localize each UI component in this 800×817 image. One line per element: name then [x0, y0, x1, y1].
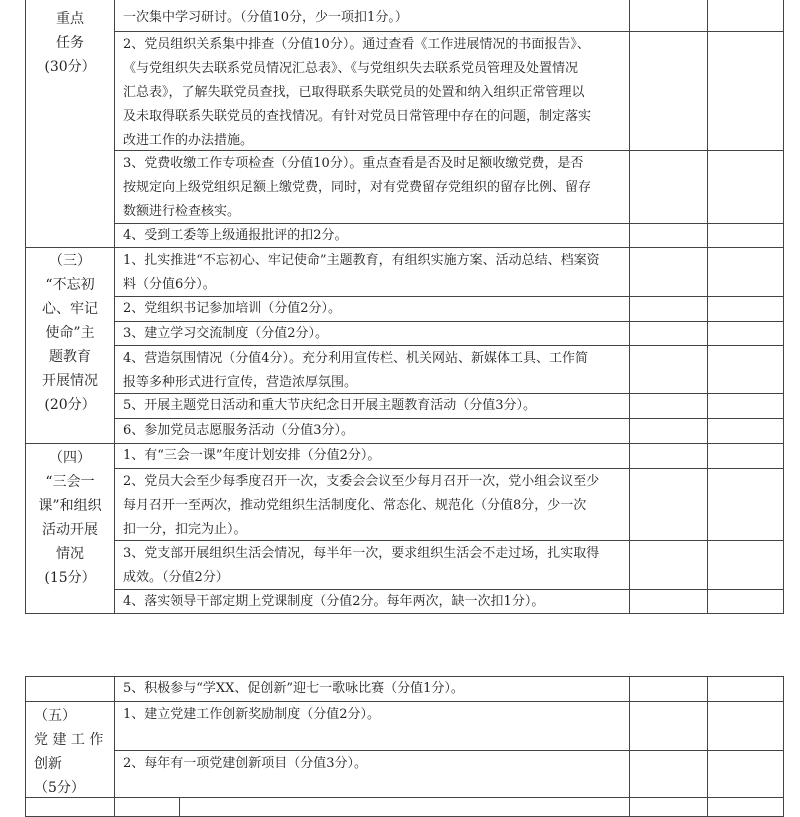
score-cell[interactable] — [629, 750, 708, 798]
score-cell[interactable] — [629, 247, 708, 297]
item-line: 2、党组织书记参加培训（分值2分）。 — [123, 301, 342, 316]
item-cell — [114, 418, 630, 444]
category-line: 活动开展 — [42, 522, 98, 538]
score-cell[interactable] — [629, 676, 708, 702]
item-cell — [114, 296, 630, 322]
item-line: 料（分值6分）。 — [123, 277, 216, 292]
score-cell[interactable] — [707, 247, 784, 297]
category-line: 开展情况 — [42, 373, 98, 389]
item-line: 3、建立学习交流制度（分值2分）。 — [123, 326, 329, 341]
item-cell — [114, 345, 630, 394]
category-line: (30分） — [44, 59, 96, 75]
score-cell[interactable] — [707, 418, 784, 444]
score-cell[interactable] — [629, 443, 708, 469]
category-line: 课”和组织 — [38, 498, 102, 514]
score-cell[interactable] — [707, 150, 784, 224]
category-cell-partial — [25, 797, 115, 817]
item-cell — [114, 150, 630, 224]
score-cell[interactable] — [629, 393, 708, 419]
category-cell-section5 — [25, 701, 115, 798]
item-line: 2、每年有一项党建创新项目（分值3分）。 — [123, 756, 368, 771]
score-cell[interactable] — [707, 540, 784, 590]
score-cell[interactable] — [707, 443, 784, 469]
category-line: 创新 — [34, 756, 62, 772]
item-line: 成效。（分值2分） — [123, 570, 229, 585]
category-line: 题教育 — [49, 349, 91, 365]
item-cell — [114, 31, 630, 151]
score-cell[interactable] — [707, 0, 784, 32]
category-line: （三） — [49, 253, 91, 269]
item-line: 改进工作的办法措施。 — [123, 133, 254, 148]
category-line: 党 建 工 作 — [34, 732, 104, 748]
item-line: 4、落实领导干部定期上党课制度（分值2分。每年两次，缺一次扣1分）。 — [123, 594, 545, 609]
item-line: 1、扎实推进“不忘初心、牢记使命”主题教育，有组织实施方案、活动总结、档案资 — [123, 253, 600, 268]
item-line: 5、开展主题党日活动和重大节庆纪念日开展主题教育活动（分值3分）。 — [123, 398, 537, 413]
item-cell — [114, 321, 630, 346]
score-cell[interactable] — [707, 797, 784, 817]
item-line: 汇总表》，了解失联党员查找，已取得联系失联党员的处置和纳入组织正常管理以 — [123, 85, 585, 100]
item-line: 2、党员组织关系集中排查（分值10分）。通过查看《工作进展情况的书面报告》、 — [123, 37, 590, 52]
score-cell[interactable] — [707, 31, 784, 151]
category-line: (15分） — [44, 570, 96, 586]
item-cell — [114, 247, 630, 297]
score-cell[interactable] — [707, 701, 784, 751]
score-cell[interactable] — [629, 797, 708, 817]
item-cell — [114, 393, 630, 419]
category-line: 任务 — [56, 35, 84, 51]
item-line: 《与党组织失去联系党员情况汇总表》、《与党组织失去联系党员管理及处置情况 — [123, 61, 579, 76]
item-line: 数额进行检查核实。 — [123, 204, 241, 219]
item-line: 4、营造氛围情况（分值4分）。充分利用宣传栏、机关网站、新媒体工具、工作简 — [123, 351, 589, 366]
item-cell-partial — [179, 797, 630, 817]
item-line: 扣一分，扣完为止）。 — [123, 522, 247, 537]
category-cell-section2 — [25, 0, 115, 248]
score-cell[interactable] — [707, 393, 784, 419]
item-line: 1、有“三会一课”年度计划安排（分值2分）。 — [123, 448, 381, 463]
category-line: 使命”主 — [45, 325, 95, 341]
item-cell — [114, 443, 630, 469]
score-cell[interactable] — [707, 345, 784, 394]
score-cell[interactable] — [629, 701, 708, 751]
category-line: 情况 — [56, 546, 84, 562]
score-cell[interactable] — [707, 321, 784, 346]
score-cell[interactable] — [707, 676, 784, 702]
item-line: 3、党费收缴工作专项检查（分值10分）。重点查看是否及时足额收缴党费，是否 — [123, 156, 584, 171]
category-cell-empty — [25, 676, 115, 702]
item-line: 2、党员大会至少每季度召开一次，支委会会议至少每月召开一次，党小组会议至少 — [123, 474, 600, 489]
category-cell-section4 — [25, 443, 115, 614]
item-cell — [114, 223, 630, 248]
category-line: （四） — [49, 450, 91, 466]
category-line: （五） — [34, 708, 76, 724]
item-cell — [114, 0, 630, 32]
score-cell[interactable] — [629, 540, 708, 590]
item-cell — [114, 701, 630, 751]
item-line: 及未取得联系失联党员的查找情况。有针对党员日常管理中存在的问题，制定落实 — [123, 109, 592, 124]
score-cell[interactable] — [629, 418, 708, 444]
item-cell-partial — [114, 797, 180, 817]
item-cell — [114, 750, 630, 798]
item-line: 4、受到工委等上级通报批评的扣2分。 — [123, 228, 348, 243]
item-line: 报等多种形式进行宣传，营造浓厚氛围。 — [123, 375, 358, 390]
item-line: 3、党支部开展组织生活会情况，每半年一次，要求组织生活会不走过场，扎实取得 — [123, 546, 600, 561]
category-line: “三会一 — [45, 474, 95, 490]
category-line: “不忘初 — [45, 277, 95, 293]
score-cell[interactable] — [629, 0, 708, 32]
score-cell[interactable] — [629, 345, 708, 394]
score-cell[interactable] — [629, 589, 708, 614]
score-cell[interactable] — [707, 468, 784, 541]
score-cell[interactable] — [707, 589, 784, 614]
item-line: 按规定向上级党组织足额上缴党费，同时，对有党费留存党组织的留存比例、留存 — [123, 180, 592, 195]
item-cell — [114, 589, 630, 614]
item-line: 6、参加党员志愿服务活动（分值3分）。 — [123, 423, 355, 438]
category-line: 重点 — [56, 11, 84, 27]
score-cell[interactable] — [629, 468, 708, 541]
score-cell[interactable] — [707, 750, 784, 798]
item-cell — [114, 676, 630, 702]
category-line: （5分） — [34, 780, 85, 796]
score-cell[interactable] — [629, 223, 708, 248]
item-line: 5、积极参与“学XX、促创新”迎七一歌咏比赛（分值1分）。 — [123, 681, 464, 696]
score-cell[interactable] — [629, 321, 708, 346]
category-line: (20分） — [44, 397, 96, 413]
score-cell[interactable] — [707, 296, 784, 322]
item-line: 一次集中学习研讨。（分值10分，少一项扣1分。） — [123, 10, 408, 25]
score-cell[interactable] — [629, 31, 708, 151]
category-cell-section3 — [25, 247, 115, 444]
item-cell — [114, 540, 630, 590]
category-line: 心、牢记 — [42, 301, 98, 317]
score-cell[interactable] — [629, 296, 708, 322]
item-line: 1、建立党建工作创新奖励制度（分值2分）。 — [123, 707, 381, 722]
score-cell[interactable] — [707, 223, 784, 248]
item-cell — [114, 468, 630, 541]
score-cell[interactable] — [629, 150, 708, 224]
item-line: 每月召开一至两次，推动党组织生活制度化、常态化、规范化（分值8分，少一次 — [123, 498, 587, 513]
